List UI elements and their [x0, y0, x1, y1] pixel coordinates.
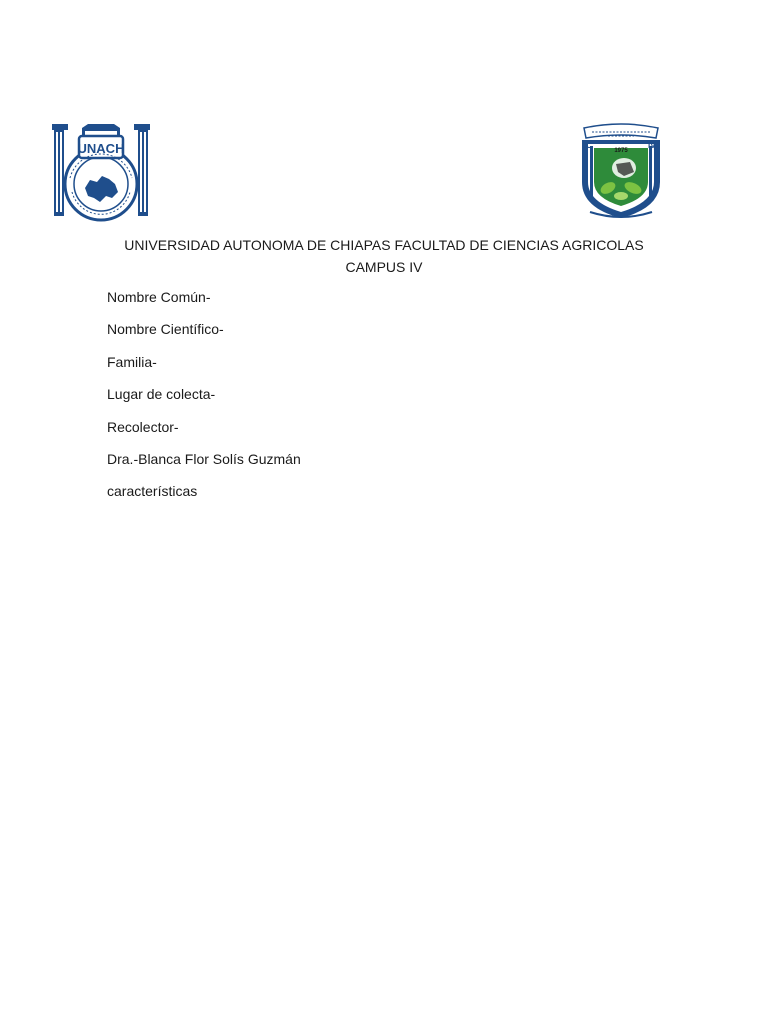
svg-text:C: C [586, 141, 592, 150]
svg-text:IV: IV [648, 141, 656, 150]
svg-text:UNACH: UNACH [77, 141, 125, 156]
unach-seal-icon [52, 122, 150, 224]
header-line-1: UNIVERSIDAD AUTONOMA DE CHIAPAS FACULTAD DE CIENCIAS AGRICOLAS [124, 237, 644, 253]
header-line-2: CAMPUS IV [345, 259, 423, 275]
field-recolector: Recolector- [107, 418, 179, 435]
svg-text:1975: 1975 [614, 148, 628, 154]
unach-logo [52, 122, 150, 224]
specimen-fields [107, 286, 607, 513]
faculty-logo [578, 122, 664, 222]
field-lugar-de-colecta: Lugar de colecta- [107, 386, 216, 403]
field-nombre-comun: Nombre Común- [107, 289, 211, 305]
document-header [100, 234, 668, 278]
field-collector-name: Dra.-Blanca Flor Solís Guzmán [107, 450, 301, 467]
field-nombre-cientifico: Nombre Científico- [107, 321, 224, 338]
faculty-seal-icon [578, 122, 664, 222]
field-caracteristicas: características [107, 483, 198, 500]
field-familia: Familia- [107, 353, 157, 370]
